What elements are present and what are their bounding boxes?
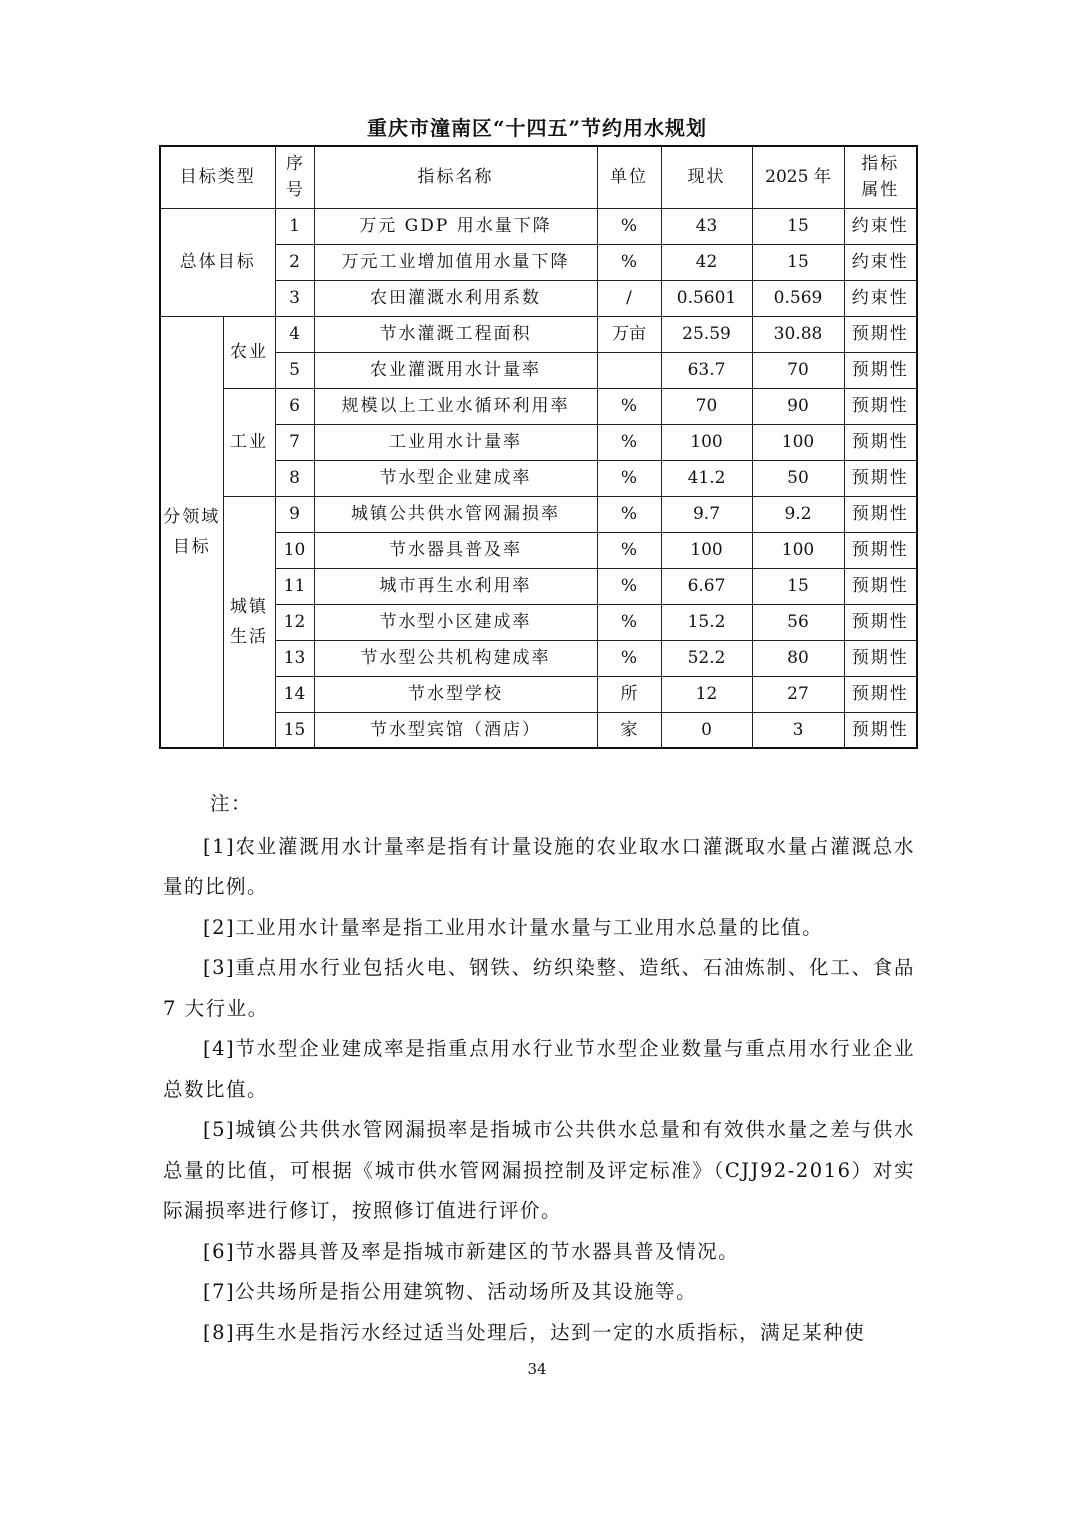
table-cell: 节水灌溉工程面积 (314, 316, 597, 352)
table-cell: 15 (275, 712, 314, 748)
table-cell: 预期性 (844, 676, 917, 712)
table-cell: 11 (275, 568, 314, 604)
note-item: [1]农业灌溉用水计量率是指有计量设施的农业取水口灌溉取水量占灌溉总水量的比例。 (163, 834, 915, 898)
group-agriculture: 农业 (223, 316, 275, 388)
table-row (160, 208, 917, 244)
table-cell: 8 (275, 460, 314, 496)
table-cell: 27 (752, 676, 844, 712)
table-cell: 63.7 (661, 352, 752, 388)
table-cell: % (597, 388, 661, 424)
header-name: 指标名称 (314, 146, 597, 208)
table-cell: 4 (275, 316, 314, 352)
group-urban: 城镇 生活 (223, 496, 275, 748)
table-cell: % (597, 424, 661, 460)
table-cell: / (597, 280, 661, 316)
table-cell: 城镇公共供水管网漏损率 (314, 496, 597, 532)
table-cell: 城市再生水利用率 (314, 568, 597, 604)
table-cell: 农业灌溉用水计量率 (314, 352, 597, 388)
table-cell: 100 (752, 532, 844, 568)
table-cell: 预期性 (844, 568, 917, 604)
table-cell: 56 (752, 604, 844, 640)
table-cell: 预期性 (844, 604, 917, 640)
table-cell: 6.67 (661, 568, 752, 604)
table-cell: % (597, 244, 661, 280)
table-cell: 预期性 (844, 460, 917, 496)
header-current: 现状 (661, 146, 752, 208)
table-cell: 80 (752, 640, 844, 676)
table-cell: 约束性 (844, 244, 917, 280)
table-cell: 12 (661, 676, 752, 712)
table-cell: 万元工业增加值用水量下降 (314, 244, 597, 280)
table-cell: 100 (661, 532, 752, 568)
water-plan-table (159, 145, 918, 749)
table-cell: 工业用水计量率 (314, 424, 597, 460)
group-domain: 分领域 目标 (160, 316, 223, 748)
table-cell: % (597, 208, 661, 244)
table-cell: 所 (597, 676, 661, 712)
table-cell: 节水型学校 (314, 676, 597, 712)
table-cell: 1 (275, 208, 314, 244)
table-cell: 万元 GDP 用水量下降 (314, 208, 597, 244)
table-cell: 预期性 (844, 640, 917, 676)
table-cell: 52.2 (661, 640, 752, 676)
table-cell: 万亩 (597, 316, 661, 352)
table-cell: 15 (752, 568, 844, 604)
note-item: [2]工业用水计量率是指工业用水计量水量与工业用水总量的比值。 (203, 915, 824, 939)
note-item: [3]重点用水行业包括火电、钢铁、纺织染整、造纸、石油炼制、化工、食品 7 大行业。 (163, 956, 915, 1020)
table-cell: 15 (752, 244, 844, 280)
table-cell: 节水型宾馆（酒店） (314, 712, 597, 748)
table-row (160, 316, 917, 352)
header-target: 2025 年 (752, 146, 844, 208)
table-cell: 10 (275, 532, 314, 568)
table-cell: 节水型公共机构建成率 (314, 640, 597, 676)
table-cell: 预期性 (844, 424, 917, 460)
table-cell: 6 (275, 388, 314, 424)
table-cell (597, 352, 661, 388)
table-cell: 50 (752, 460, 844, 496)
table-cell: 3 (752, 712, 844, 748)
table-cell: 农田灌溉水利用系数 (314, 280, 597, 316)
table-cell: 预期性 (844, 532, 917, 568)
table-cell: 0.569 (752, 280, 844, 316)
table-cell: 预期性 (844, 352, 917, 388)
table-cell: 预期性 (844, 316, 917, 352)
notes-section (163, 784, 915, 1353)
table-row (160, 496, 917, 532)
table-cell: 30.88 (752, 316, 844, 352)
table-cell: 100 (661, 424, 752, 460)
table-row (160, 388, 917, 424)
table-cell: 9.7 (661, 496, 752, 532)
table-cell: 预期性 (844, 388, 917, 424)
table-cell: 预期性 (844, 496, 917, 532)
note-item: [8]再生水是指污水经过适当处理后，达到一定的水质指标，满足某种使 (203, 1320, 866, 1344)
group-industry: 工业 (223, 388, 275, 496)
table-cell: 9 (275, 496, 314, 532)
table-cell: % (597, 568, 661, 604)
header-attr: 指标 属性 (844, 146, 917, 208)
table-cell: 12 (275, 604, 314, 640)
table-cell: 70 (752, 352, 844, 388)
table-cell: 13 (275, 640, 314, 676)
table-cell: 14 (275, 676, 314, 712)
table-cell: 规模以上工业水循环利用率 (314, 388, 597, 424)
table-cell: 70 (661, 388, 752, 424)
table-cell: 100 (752, 424, 844, 460)
header-unit: 单位 (597, 146, 661, 208)
note-item: [5]城镇公共供水管网漏损率是指城市公共供水总量和有效供水量之差与供水总量的比值，可根据《城市供水管网漏损控制及评定标准》（CJJ92-2016）对实际漏损率进行修订，按照修订值进行评价。 (163, 1118, 915, 1222)
table-cell: % (597, 460, 661, 496)
header-seq: 序 号 (275, 146, 314, 208)
table-cell: 节水型企业建成率 (314, 460, 597, 496)
table-cell: 9.2 (752, 496, 844, 532)
table-cell: 90 (752, 388, 844, 424)
table-cell: 0.5601 (661, 280, 752, 316)
table-cell: 41.2 (661, 460, 752, 496)
notes-label: 注： (210, 792, 253, 815)
table-cell: 25.59 (661, 316, 752, 352)
table-cell: 0 (661, 712, 752, 748)
table-cell: % (597, 640, 661, 676)
table-header-row (160, 146, 917, 208)
header-type: 目标类型 (160, 146, 275, 208)
page-title: 重庆市潼南区“十四五”节约用水规划 (366, 116, 707, 140)
note-item: [6]节水器具普及率是指城市新建区的节水器具普及情况。 (203, 1239, 740, 1263)
table-cell: 节水器具普及率 (314, 532, 597, 568)
table-cell: 预期性 (844, 712, 917, 748)
table-cell: 节水型小区建成率 (314, 604, 597, 640)
table-cell: 约束性 (844, 280, 917, 316)
table-cell: 约束性 (844, 208, 917, 244)
table-cell: 家 (597, 712, 661, 748)
table-cell: % (597, 604, 661, 640)
table-cell: % (597, 496, 661, 532)
table-cell: 5 (275, 352, 314, 388)
page-number: 34 (527, 1360, 547, 1378)
table-cell: 3 (275, 280, 314, 316)
table-cell: 15.2 (661, 604, 752, 640)
table-cell: 7 (275, 424, 314, 460)
note-item: [4]节水型企业建成率是指重点用水行业节水型企业数量与重点用水行业企业总数比值。 (163, 1037, 915, 1101)
table-cell: 2 (275, 244, 314, 280)
table-cell: 15 (752, 208, 844, 244)
table-cell: 42 (661, 244, 752, 280)
table-cell: % (597, 532, 661, 568)
table-cell: 43 (661, 208, 752, 244)
note-item: [7]公共场所是指公用建筑物、活动场所及其设施等。 (203, 1280, 698, 1303)
group-overall: 总体目标 (160, 208, 275, 316)
